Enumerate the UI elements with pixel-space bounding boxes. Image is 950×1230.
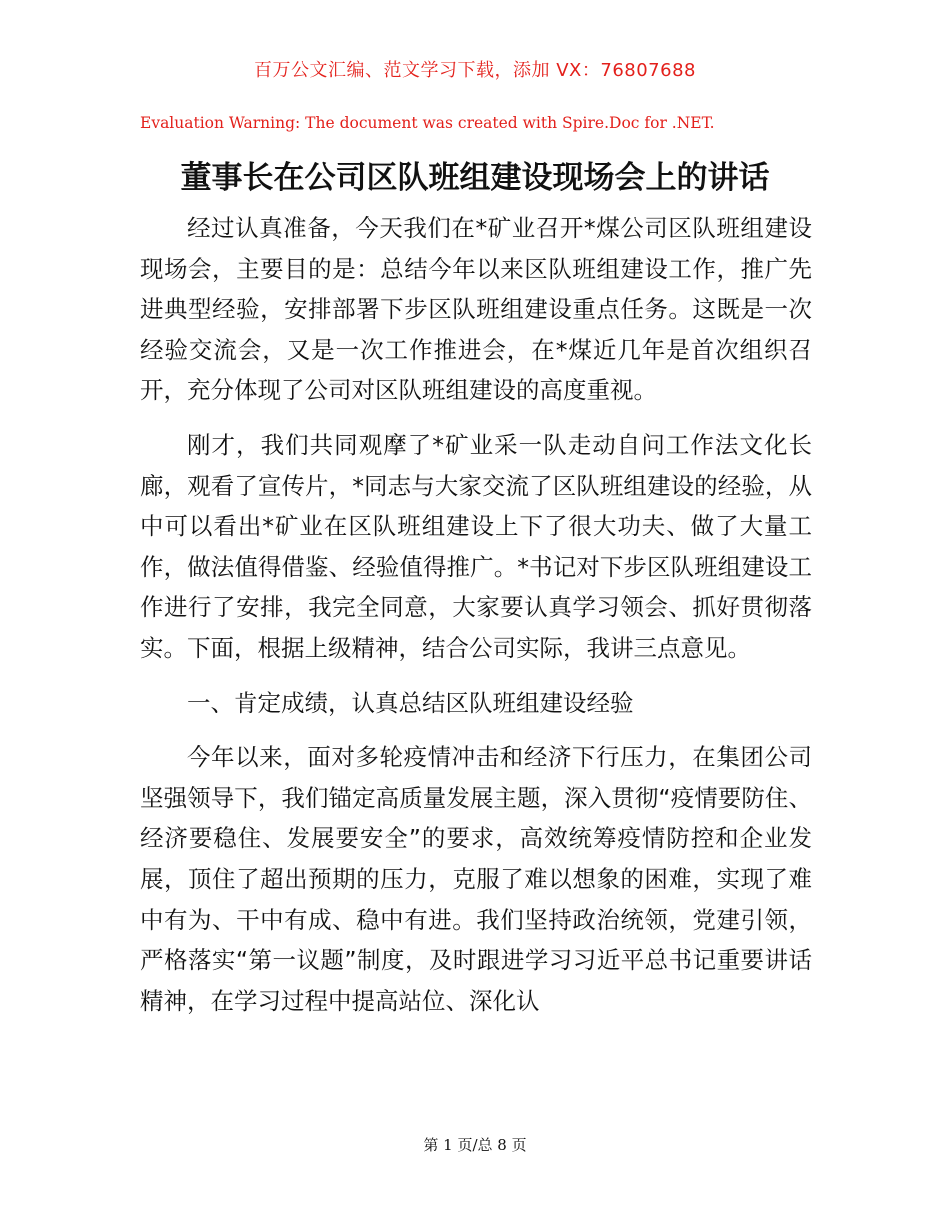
header-banner: 百万公文汇编、范文学习下载，添加 VX：76807688 [254,60,696,81]
body-paragraph-2: 刚才，我们共同观摩了*矿业采一队走动自问工作法文化长廊，观看了宣传片，*同志与大家交流了区队班组建设的经验，从中可以看出*矿业在区队班组建设上下了很大功夫、做了大量工作，做法值得借鉴、经验值得推广。*书记对下步区队班组建设工作进行了安排，我完全同意，大家要认真学习领会、抓好贯彻落实。下面，根据上级精神，结合公司实际，我讲三点意见。 [140,430,812,662]
evaluation-warning: Evaluation Warning: The document was created with Spire.Doc for .NET. [140,114,715,132]
document-body [140,208,812,1035]
body-paragraph-1: 经过认真准备，今天我们在*矿业召开*煤公司区队班组建设现场会，主要目的是：总结今年以来区队班组建设工作，推广先进典型经验，安排部署下步区队班组建设重点任务。这既是一次经验交流会，又是一次工作推进会，在*煤近几年是首次组织召开，充分体现了公司对区队班组建设的高度重视。 [140,214,812,405]
page-footer: 第 1 页/总 8 页 [423,1136,527,1154]
section-heading: 一、肯定成绩，认真总结区队班组建设经验 [187,688,634,717]
document-title: 董事长在公司区队班组建设现场会上的讲话 [180,160,770,196]
section-paragraph: 今年以来，面对多轮疫情冲击和经济下行压力，在集团公司坚强领导下，我们锚定高质量发展主题，深入贯彻“疫情要防住、经济要稳住、发展要安全”的要求，高效统筹疫情防控和企业发展，顶住了超出预期的压力，克服了难以想象的困难，实现了难中有为、干中有成、稳中有进。我们坚持政治统领，党建引领，严格落实“第一议题”制度，及时跟进学习习近平总书记重要讲话精神，在学习过程中提高站位、深化认 [140,743,812,1015]
